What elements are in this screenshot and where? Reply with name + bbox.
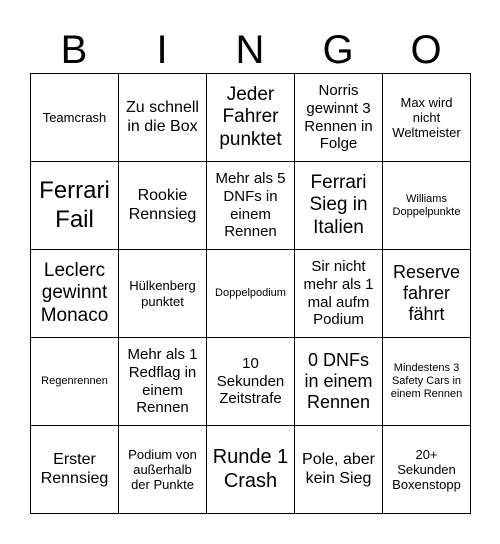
title-letter-i: I [156, 28, 168, 72]
bingo-cell[interactable] [295, 162, 383, 250]
bingo-cell[interactable] [295, 426, 383, 514]
cell-label: 0 DNFs in einem Rennen [304, 349, 373, 413]
cell-label: Runde 1 Crash [212, 445, 289, 492]
bingo-cell[interactable] [119, 74, 207, 162]
cell-label: Mehr als 5 DNFs in einem Rennen [215, 170, 286, 241]
cell-label: Ferrari Sieg in Italien [309, 171, 368, 238]
cell-label: 20+ Sekunden Boxenstopp [392, 446, 461, 493]
bingo-title [30, 26, 470, 74]
bingo-cell[interactable] [119, 250, 207, 338]
bingo-cell[interactable] [383, 338, 471, 426]
cell-label: Teamcrash [42, 109, 107, 125]
bingo-cell[interactable] [295, 250, 383, 338]
cell-label: Jeder Fahrer punktet [219, 83, 282, 150]
cell-label: Norris gewinnt 3 Rennen in Folge [304, 82, 373, 153]
cell-label: Hülkenberg punktet [129, 278, 196, 309]
bingo-cell[interactable] [207, 338, 295, 426]
cell-label: Leclerc gewinnt Monaco [40, 259, 109, 326]
cell-label: Reserve fahrer fährt [392, 261, 461, 325]
cell-label: Sir nicht mehr als 1 mal aufm Podium [303, 258, 374, 329]
bingo-cell[interactable] [31, 250, 119, 338]
cell-label: Rookie Rennsieg [128, 186, 197, 223]
bingo-cell[interactable] [207, 250, 295, 338]
cell-label: Ferrari Fail [39, 177, 110, 233]
bingo-cell[interactable] [383, 426, 471, 514]
bingo-cell[interactable] [207, 162, 295, 250]
cell-label: Regenrennen [41, 375, 108, 388]
bingo-cell[interactable] [383, 162, 471, 250]
bingo-cell[interactable] [119, 338, 207, 426]
bingo-cell[interactable] [31, 162, 119, 250]
bingo-grid [30, 73, 471, 514]
title-letter-o: O [410, 28, 442, 72]
bingo-cell[interactable] [383, 74, 471, 162]
cell-label: Zu schnell in die Box [126, 98, 199, 135]
bingo-cell[interactable] [295, 338, 383, 426]
cell-label: Doppelpodium [215, 287, 286, 300]
cell-label: Pole, aber kein Sieg [302, 450, 375, 487]
bingo-cell[interactable] [383, 250, 471, 338]
cell-label: Williams Doppelpunkte [392, 192, 461, 218]
cell-label: Mehr als 1 Redflag in einem Rennen [127, 346, 198, 417]
title-letter-b: B [60, 28, 88, 72]
cell-label: 10 Sekunden Zeitstrafe [216, 354, 285, 408]
cell-label: Max wird nicht Weltmeister [392, 94, 461, 141]
cell-label: Mindestens 3 Safety Cars in einem Rennen [390, 362, 463, 400]
bingo-cell[interactable] [31, 338, 119, 426]
title-letter-n: N [235, 28, 265, 72]
bingo-cell[interactable] [119, 162, 207, 250]
cell-label: Podium von außerhalb der Punkte [128, 446, 197, 493]
bingo-cell[interactable] [31, 74, 119, 162]
bingo-cell[interactable] [207, 426, 295, 514]
bingo-cell[interactable] [31, 426, 119, 514]
cell-label: Erster Rennsieg [40, 450, 109, 487]
bingo-cell[interactable] [207, 74, 295, 162]
bingo-cell[interactable] [119, 426, 207, 514]
bingo-cell[interactable] [295, 74, 383, 162]
title-letter-g: G [322, 28, 354, 72]
